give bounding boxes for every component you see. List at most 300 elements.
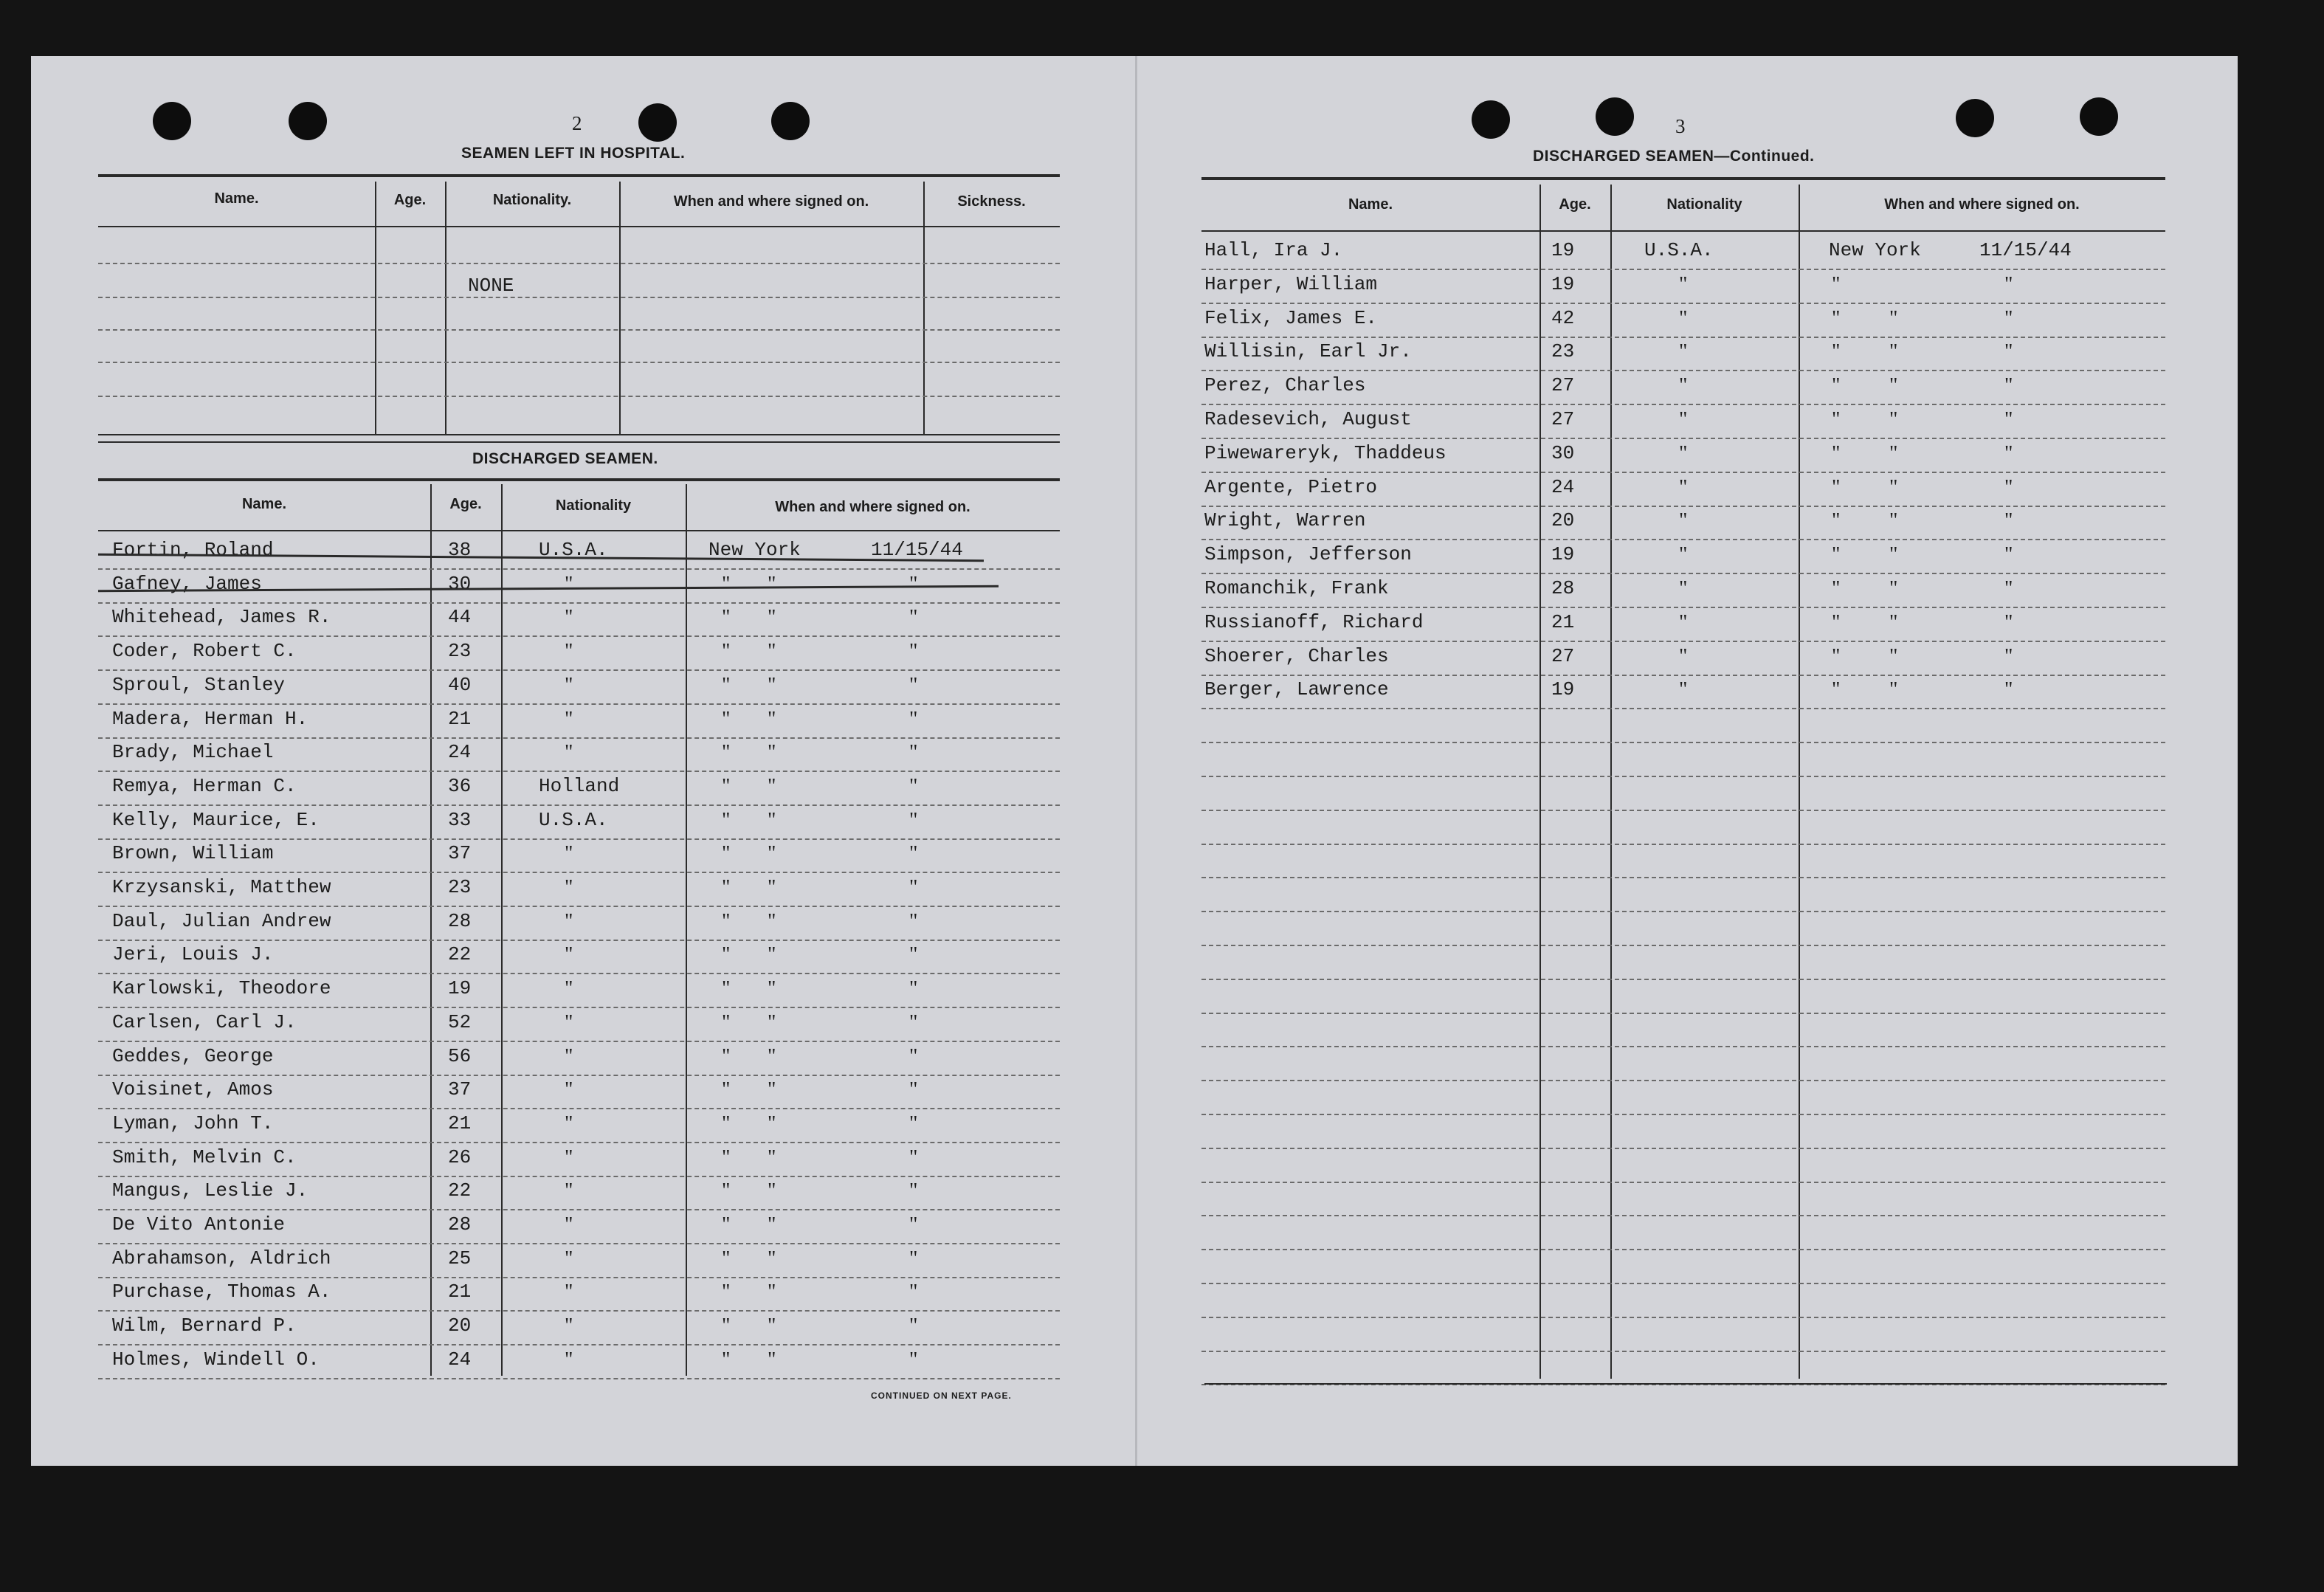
seaman-name: Hall, Ira J. <box>1204 239 1343 261</box>
signed-on-date: " <box>909 1146 918 1169</box>
signed-on-date: " <box>909 977 918 1000</box>
signed-on-ditto: " <box>768 640 776 663</box>
row-rule <box>1201 776 2165 777</box>
seaman-age: 40 <box>448 674 472 696</box>
signed-on-ditto: " <box>768 1314 776 1337</box>
row-rule <box>98 1108 1060 1109</box>
signed-on-place: " <box>722 640 731 663</box>
row-rule <box>98 1310 1060 1312</box>
seaman-nationality: " <box>565 606 573 629</box>
signed-on-ditto: " <box>1889 476 1898 499</box>
signed-on-date: " <box>2004 577 2013 600</box>
signed-on-place: " <box>722 1247 731 1270</box>
seaman-nationality: " <box>565 1314 573 1337</box>
seaman-age: 25 <box>448 1247 472 1269</box>
seaman-nationality: U.S.A. <box>1644 239 1714 261</box>
seaman-nationality: " <box>1679 442 1688 465</box>
signed-on-ditto: " <box>1889 307 1898 330</box>
signed-on-ditto: " <box>768 809 776 832</box>
signed-on-ditto: " <box>768 1348 776 1371</box>
seaman-nationality: " <box>1679 374 1688 397</box>
seaman-name: Voisinet, Amos <box>112 1078 274 1100</box>
row-rule <box>1201 1351 2165 1352</box>
row-rule <box>98 703 1060 705</box>
seaman-age: 22 <box>448 1179 472 1202</box>
signed-on-place: " <box>722 1281 731 1303</box>
seaman-name: Mangus, Leslie J. <box>112 1179 308 1202</box>
seaman-name: Brady, Michael <box>112 741 274 763</box>
signed-on-ditto: " <box>768 1179 776 1202</box>
signed-on-date: " <box>2004 374 2013 397</box>
signed-on-date: " <box>2004 442 2013 465</box>
signed-on-ditto: " <box>768 1045 776 1068</box>
continued-note: CONTINUED ON NEXT PAGE. <box>871 1391 1012 1401</box>
seaman-age: 23 <box>1551 340 1575 362</box>
hospital-section-title: SEAMEN LEFT IN HOSPITAL. <box>461 145 686 162</box>
signed-on-place: " <box>722 674 731 697</box>
seaman-nationality: " <box>1679 678 1688 701</box>
seaman-age: 38 <box>448 539 472 561</box>
seaman-age: 24 <box>448 741 472 763</box>
signed-on-ditto: " <box>1889 543 1898 566</box>
seaman-age: 19 <box>1551 678 1575 700</box>
seaman-nationality: " <box>565 1078 573 1101</box>
row-rule <box>1201 1013 2165 1014</box>
seaman-name: Purchase, Thomas A. <box>112 1281 331 1303</box>
signed-on-date: " <box>909 842 918 865</box>
hospital-col-nationality: Nationality. <box>492 192 572 208</box>
seaman-name: Harper, William <box>1204 273 1378 295</box>
hospital-col-name: Name. <box>214 190 259 207</box>
row-rule <box>1201 1080 2165 1081</box>
seaman-name: Radesevich, August <box>1204 408 1412 430</box>
punch-hole <box>1472 100 1510 139</box>
signed-on-place: " <box>1832 509 1841 532</box>
row-rule <box>98 1344 1060 1345</box>
signed-on-place: " <box>722 943 731 966</box>
seaman-age: 21 <box>448 1112 472 1134</box>
seaman-age: 37 <box>448 842 472 864</box>
signed-on-place: " <box>722 1213 731 1236</box>
row-rule <box>98 1041 1060 1042</box>
seaman-nationality: Holland <box>539 775 620 797</box>
signed-on-ditto: " <box>768 708 776 731</box>
seaman-name: Remya, Herman C. <box>112 775 297 797</box>
signed-on-place: " <box>1832 543 1841 566</box>
seaman-nationality: " <box>565 674 573 697</box>
row-rule <box>98 669 1060 671</box>
signed-on-ditto: " <box>1889 374 1898 397</box>
row-rule <box>1201 573 2165 574</box>
right-col-when-where: When and where signed on. <box>1884 196 2080 213</box>
seaman-name: Lyman, John T. <box>112 1112 274 1134</box>
seaman-name: Jeri, Louis J. <box>112 943 274 965</box>
signed-on-place: " <box>722 842 731 865</box>
seaman-name: Kelly, Maurice, E. <box>112 809 320 831</box>
signed-on-ditto: " <box>768 674 776 697</box>
row-rule <box>1201 438 2165 439</box>
row-rule <box>1201 877 2165 878</box>
seaman-age: 44 <box>448 606 472 628</box>
seaman-age: 33 <box>448 809 472 831</box>
seaman-age: 27 <box>1551 645 1575 667</box>
signed-on-place: " <box>722 741 731 764</box>
punch-hole <box>289 102 327 140</box>
row-rule <box>98 635 1060 637</box>
seaman-nationality: " <box>1679 340 1688 363</box>
signed-on-date: " <box>2004 543 2013 566</box>
row-rule <box>98 973 1060 974</box>
seaman-nationality: U.S.A. <box>539 809 608 831</box>
seaman-age: 26 <box>448 1146 472 1168</box>
seaman-age: 36 <box>448 775 472 797</box>
signed-on-place: " <box>722 708 731 731</box>
signed-on-place: " <box>722 1179 731 1202</box>
seaman-age: 30 <box>448 573 472 595</box>
seaman-age: 28 <box>448 1213 472 1236</box>
signed-on-date: " <box>909 1348 918 1371</box>
signed-on-place: " <box>722 1348 731 1371</box>
seaman-name: Willisin, Earl Jr. <box>1204 340 1412 362</box>
signed-on-place: " <box>1832 442 1841 465</box>
row-rule <box>98 906 1060 907</box>
seaman-nationality: " <box>565 1179 573 1202</box>
seaman-nationality: " <box>1679 645 1688 668</box>
signed-on-place: " <box>1832 374 1841 397</box>
seaman-nationality: " <box>565 876 573 899</box>
signed-on-place: " <box>722 1078 731 1101</box>
punch-hole <box>771 102 810 140</box>
row-rule <box>98 602 1060 604</box>
seaman-age: 20 <box>1551 509 1575 531</box>
signed-on-place: " <box>722 876 731 899</box>
signed-on-date: " <box>909 1281 918 1303</box>
signed-on-ditto: " <box>1889 509 1898 532</box>
seaman-name: Wilm, Bernard P. <box>112 1314 297 1337</box>
seaman-nationality: " <box>565 910 573 933</box>
signed-on-date: 11/15/44 <box>871 539 963 561</box>
seaman-nationality: " <box>1679 476 1688 499</box>
seaman-age: 52 <box>448 1011 472 1033</box>
row-rule <box>98 1378 1060 1379</box>
signed-on-date: " <box>909 1078 918 1101</box>
row-rule <box>98 568 1060 570</box>
row-rule <box>98 1075 1060 1076</box>
seaman-age: 19 <box>1551 273 1575 295</box>
seaman-name: Romanchik, Frank <box>1204 577 1389 599</box>
row-rule <box>98 872 1060 873</box>
signed-on-date: " <box>909 741 918 764</box>
row-rule <box>98 1243 1060 1244</box>
seaman-age: 20 <box>448 1314 472 1337</box>
seaman-nationality: " <box>565 943 573 966</box>
signed-on-ditto: " <box>768 876 776 899</box>
row-rule <box>1201 539 2165 540</box>
seaman-name: Geddes, George <box>112 1045 274 1067</box>
row-rule <box>1201 641 2165 642</box>
seaman-name: Krzysanski, Matthew <box>112 876 331 898</box>
seaman-age: 27 <box>1551 374 1575 396</box>
row-rule <box>1201 708 2165 709</box>
discharged-section-title: DISCHARGED SEAMEN. <box>472 450 658 467</box>
row-rule <box>1201 337 2165 338</box>
signed-on-place: " <box>1832 408 1841 431</box>
seaman-nationality: " <box>1679 509 1688 532</box>
signed-on-ditto: " <box>768 910 776 933</box>
row-rule <box>1201 1182 2165 1183</box>
discharged-col-age: Age. <box>449 496 482 512</box>
signed-on-ditto: " <box>768 1213 776 1236</box>
page-fold <box>1135 56 1137 1466</box>
row-rule <box>1201 303 2165 304</box>
seaman-name: Fortin, Roland <box>112 539 274 561</box>
signed-on-place: " <box>722 1146 731 1169</box>
row-rule <box>98 737 1060 739</box>
seaman-name: Piwewareryk, Thaddeus <box>1204 442 1447 464</box>
signed-on-place: " <box>722 977 731 1000</box>
seaman-name: Whitehead, James R. <box>112 606 331 628</box>
punch-hole <box>1596 97 1634 136</box>
signed-on-ditto: " <box>768 606 776 629</box>
signed-on-place: " <box>722 1045 731 1068</box>
seaman-nationality: " <box>565 1045 573 1068</box>
signed-on-ditto: " <box>1889 408 1898 431</box>
seaman-name: Madera, Herman H. <box>112 708 308 730</box>
seaman-age: 28 <box>448 910 472 932</box>
row-rule <box>1201 269 2165 270</box>
row-rule <box>1201 1114 2165 1115</box>
signed-on-date: " <box>909 1112 918 1135</box>
signed-on-ditto: " <box>768 741 776 764</box>
row-rule <box>1201 370 2165 371</box>
signed-on-date: " <box>2004 509 2013 532</box>
signed-on-ditto: " <box>768 1247 776 1270</box>
signed-on-ditto: " <box>1889 442 1898 465</box>
signed-on-ditto: " <box>768 1078 776 1101</box>
signed-on-date: " <box>2004 645 2013 668</box>
signed-on-ditto: " <box>1889 678 1898 701</box>
row-rule <box>1201 607 2165 608</box>
discharged-col-name: Name. <box>241 496 287 512</box>
signed-on-date: " <box>909 1179 918 1202</box>
row-rule <box>1201 506 2165 507</box>
seaman-nationality: " <box>1679 543 1688 566</box>
row-rule <box>1201 844 2165 845</box>
seaman-nationality: " <box>565 1348 573 1371</box>
seaman-age: 37 <box>448 1078 472 1100</box>
signed-on-date: " <box>2004 611 2013 634</box>
seaman-age: 56 <box>448 1045 472 1067</box>
seaman-nationality: " <box>1679 307 1688 330</box>
row-rule <box>1201 911 2165 912</box>
signed-on-date: " <box>909 573 918 596</box>
signed-on-ditto: " <box>1889 340 1898 363</box>
signed-on-place: " <box>1832 476 1841 499</box>
signed-on-place: " <box>1832 645 1841 668</box>
seaman-nationality: " <box>565 1213 573 1236</box>
signed-on-place: " <box>1832 340 1841 363</box>
seaman-name: Coder, Robert C. <box>112 640 297 662</box>
signed-on-place: " <box>722 1314 731 1337</box>
signed-on-place: " <box>722 573 731 596</box>
signed-on-date: " <box>909 943 918 966</box>
right-page-title: DISCHARGED SEAMEN—Continued. <box>1533 148 1815 165</box>
seaman-nationality: " <box>565 573 573 596</box>
row-rule <box>1201 472 2165 473</box>
signed-on-place: " <box>722 775 731 798</box>
signed-on-date: " <box>909 1045 918 1068</box>
seaman-age: 19 <box>1551 239 1575 261</box>
row-rule <box>1201 1249 2165 1250</box>
row-rule <box>98 1007 1060 1008</box>
seaman-nationality: " <box>565 1112 573 1135</box>
ledger-sheet <box>31 56 2238 1466</box>
signed-on-place: New York <box>1829 239 1921 261</box>
seaman-age: 24 <box>448 1348 472 1371</box>
signed-on-ditto: " <box>768 977 776 1000</box>
discharged-col-nationality: Nationality <box>555 497 632 514</box>
seaman-name: Felix, James E. <box>1204 307 1378 329</box>
signed-on-ditto: " <box>768 943 776 966</box>
row-rule <box>98 1277 1060 1278</box>
seaman-name: Daul, Julian Andrew <box>112 910 331 932</box>
row-rule <box>1201 1046 2165 1047</box>
signed-on-ditto: " <box>1889 645 1898 668</box>
seaman-age: 21 <box>1551 611 1575 633</box>
punch-hole <box>1956 99 1994 137</box>
seaman-age: 27 <box>1551 408 1575 430</box>
seaman-age: 22 <box>448 943 472 965</box>
seaman-age: 28 <box>1551 577 1575 599</box>
hospital-col-sickness: Sickness. <box>957 193 1026 210</box>
seaman-nationality: " <box>565 977 573 1000</box>
signed-on-place: " <box>722 606 731 629</box>
signed-on-date: " <box>909 910 918 933</box>
row-rule <box>1201 675 2165 676</box>
punch-hole <box>153 102 191 140</box>
row-rule <box>98 838 1060 840</box>
signed-on-date: " <box>2004 340 2013 363</box>
signed-on-ditto: " <box>768 1281 776 1303</box>
seaman-nationality: " <box>565 1011 573 1034</box>
row-rule <box>1201 810 2165 811</box>
seaman-age: 23 <box>448 640 472 662</box>
seaman-name: Russianoff, Richard <box>1204 611 1424 633</box>
seaman-name: Carlsen, Carl J. <box>112 1011 297 1033</box>
seaman-age: 21 <box>448 708 472 730</box>
row-rule <box>1201 742 2165 743</box>
signed-on-date: " <box>909 606 918 629</box>
signed-on-date: " <box>2004 307 2013 330</box>
seaman-name: De Vito Antonie <box>112 1213 286 1236</box>
signed-on-ditto: " <box>768 842 776 865</box>
seaman-nationality: " <box>1679 408 1688 431</box>
row-rule <box>98 1142 1060 1143</box>
seaman-name: Perez, Charles <box>1204 374 1366 396</box>
seaman-nationality: " <box>565 741 573 764</box>
signed-on-date: " <box>909 640 918 663</box>
signed-on-ditto: " <box>1889 611 1898 634</box>
signed-on-date: " <box>909 775 918 798</box>
seaman-nationality: " <box>565 842 573 865</box>
row-rule <box>98 940 1060 941</box>
signed-on-date: " <box>909 1314 918 1337</box>
seaman-age: 19 <box>1551 543 1575 565</box>
seaman-name: Argente, Pietro <box>1204 476 1378 498</box>
seaman-age: 19 <box>448 977 472 999</box>
seaman-name: Wright, Warren <box>1204 509 1366 531</box>
signed-on-place: " <box>1832 678 1841 701</box>
seaman-nationality: " <box>565 1247 573 1270</box>
row-rule <box>1201 945 2165 946</box>
seaman-nationality: " <box>565 1146 573 1169</box>
row-rule <box>1201 1317 2165 1318</box>
row-rule <box>1201 404 2165 405</box>
seaman-name: Karlowski, Theodore <box>112 977 331 999</box>
punch-hole <box>638 103 677 142</box>
signed-on-date: " <box>2004 273 2013 296</box>
signed-on-place: " <box>722 910 731 933</box>
signed-on-date: " <box>909 876 918 899</box>
discharged-col-when-where: When and where signed on. <box>775 499 970 515</box>
signed-on-date: " <box>2004 678 2013 701</box>
right-col-name: Name. <box>1348 196 1393 213</box>
row-rule <box>98 1209 1060 1210</box>
signed-on-date: " <box>2004 476 2013 499</box>
seaman-nationality: " <box>1679 611 1688 634</box>
seaman-name: Smith, Melvin C. <box>112 1146 297 1168</box>
signed-on-date: " <box>2004 408 2013 431</box>
seaman-name: Simpson, Jefferson <box>1204 543 1412 565</box>
seaman-age: 30 <box>1551 442 1575 464</box>
seaman-name: Berger, Lawrence <box>1204 678 1389 700</box>
signed-on-place: " <box>1832 611 1841 634</box>
seaman-age: 23 <box>448 876 472 898</box>
signed-on-place: " <box>1832 577 1841 600</box>
signed-on-ditto: " <box>768 775 776 798</box>
row-rule <box>1201 979 2165 980</box>
seaman-name: Shoerer, Charles <box>1204 645 1389 667</box>
row-rule <box>1201 1215 2165 1216</box>
signed-on-place: " <box>1832 307 1841 330</box>
signed-on-place: " <box>722 809 731 832</box>
row-rule <box>98 771 1060 772</box>
seaman-name: Abrahamson, Aldrich <box>112 1247 331 1269</box>
signed-on-ditto: " <box>768 1146 776 1169</box>
page-number-right: 3 <box>1675 115 1686 137</box>
page-number-left: 2 <box>572 112 582 134</box>
signed-on-date: " <box>909 1213 918 1236</box>
signed-on-place: " <box>722 1011 731 1034</box>
row-rule <box>98 1176 1060 1177</box>
seaman-nationality: " <box>565 708 573 731</box>
punch-hole <box>2080 97 2118 136</box>
right-col-nationality: Nationality <box>1666 196 1742 213</box>
signed-on-ditto: " <box>768 573 776 596</box>
signed-on-date: " <box>909 809 918 832</box>
row-rule <box>98 804 1060 806</box>
signed-on-date: " <box>909 1011 918 1034</box>
seaman-name: Brown, William <box>112 842 274 864</box>
seaman-age: 21 <box>448 1281 472 1303</box>
hospital-col-age: Age. <box>393 192 427 208</box>
seaman-nationality: " <box>565 640 573 663</box>
seaman-nationality: " <box>1679 577 1688 600</box>
signed-on-place: " <box>722 1112 731 1135</box>
seaman-name: Holmes, Windell O. <box>112 1348 320 1371</box>
hospital-none-entry: NONE <box>468 275 514 297</box>
signed-on-date: " <box>909 1247 918 1270</box>
